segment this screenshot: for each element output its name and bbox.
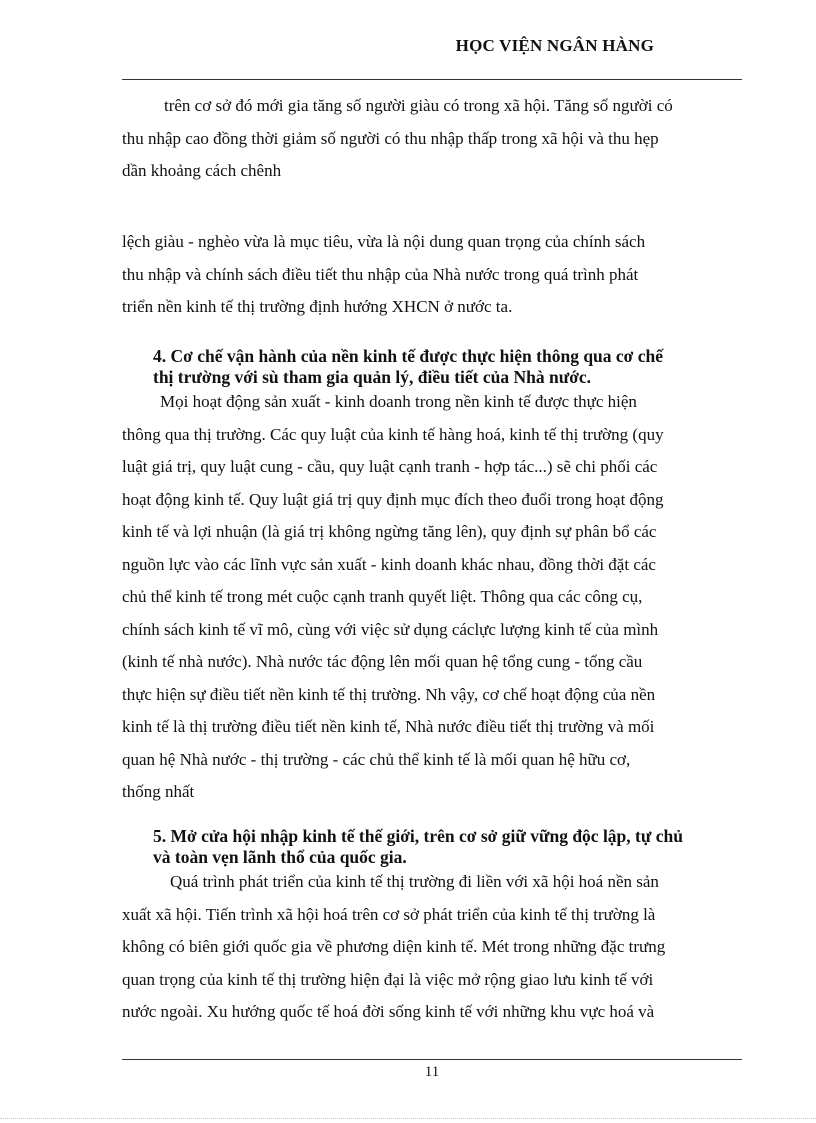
text-line: luật giá trị, quy luật cung - cầu, quy luật cạnh tranh - hợp tác...) sẽ chi phối các (122, 457, 658, 476)
text-line: dần khoảng cách chênh (122, 161, 282, 180)
text-line: kinh tế là thị trường điều tiết nền kinh tế, Nhà nước điều tiết thị trường và mối (122, 717, 655, 736)
heading-line: 4. Cơ chế vận hành của nền kinh tế được thực hiện thông qua cơ chế (153, 346, 664, 366)
text-line: (kinh tế nhà nước). Nhà nước tác động lên mối quan hệ tổng cung - tổng cầu (122, 652, 643, 671)
text-line: triển nền kinh tế thị trường định hướng XHCN ở nước ta. (122, 297, 513, 316)
footer-divider (122, 1059, 742, 1060)
text-line: hoạt động kinh tế. Quy luật giá trị quy định mục đích theo đuổi trong hoạt động (122, 489, 664, 509)
text-line: quan hệ Nhà nước - thị trường - các chủ thể kinh tế là mối quan hệ hữu cơ, (122, 749, 631, 769)
paragraph-1 (122, 90, 740, 188)
text-line: trên cơ sở đó mới gia tăng số người giàu có trong xã hội. Tăng số người có (164, 96, 673, 115)
text-line: quan trọng của kinh tế thị trường hiện đại là việc mở rộng giao lưu kinh tế với (122, 969, 654, 989)
text-line: thông qua thị trường. Các quy luật của kinh tế hàng hoá, kinh tế thị trường (quy (122, 424, 664, 444)
text-line: nguồn lực vào các lĩnh vực sản xuất - kinh doanh khác nhau, đồng thời đặt các (122, 554, 656, 574)
paragraph-3 (122, 386, 740, 809)
paragraph-4 (122, 866, 740, 1029)
text-line: thực hiện sự điều tiết nền kinh tế thị trường. Nh vậy, cơ chế hoạt động của nền (122, 684, 656, 704)
header-title: HỌC VIỆN NGÂN HÀNG (455, 36, 654, 55)
text-line: chính sách kinh tế vĩ mô, cùng với việc sử dụng cáclực lượng kinh tế của mình (122, 619, 659, 639)
section-heading-5 (153, 826, 753, 868)
text-line: thống nhất (122, 782, 195, 801)
heading-line: 5. Mở cửa hội nhập kinh tế thế giới, trên cơ sở giữ vững độc lập, tự chủ (153, 826, 683, 846)
text-line: lệch giàu - nghèo vừa là mục tiêu, vừa là nội dung quan trọng của chính sách (122, 232, 646, 251)
text-line: thu nhập và chính sách điều tiết thu nhập của Nhà nước trong quá trình phát (122, 264, 639, 284)
text-line: chủ thể kinh tế trong mét cuộc cạnh tranh quyết liệt. Thông qua các công cụ, (122, 587, 643, 606)
text-line: Mọi hoạt động sản xuất - kinh doanh trong nền kinh tế được thực hiện (160, 392, 637, 411)
page-number: 11 (424, 1064, 440, 1080)
page-edge-divider (0, 1118, 816, 1119)
heading-line: thị trường với sù tham gia quản lý, điều tiết của Nhà nước. (153, 367, 592, 387)
header-divider (122, 79, 742, 80)
heading-line: và toàn vẹn lãnh thổ của quốc gia. (153, 847, 407, 867)
text-line: nước ngoài. Xu hướng quốc tế hoá đời sống kinh tế với những khu vực hoá và (122, 1002, 655, 1021)
text-line: xuất xã hội. Tiến trình xã hội hoá trên cơ sở phát triển của kinh tế thị trường là (122, 904, 656, 924)
paragraph-2 (122, 226, 740, 324)
text-line: Quá trình phát triển của kinh tế thị trường đi liền với xã hội hoá nền sản (170, 872, 659, 891)
text-line: không có biên giới quốc gia về phương diện kinh tế. Mét trong những đặc trưng (122, 937, 666, 956)
section-heading-4 (153, 346, 753, 388)
text-line: kinh tế và lợi nhuận (là giá trị không ngừng tăng lên), quy định sự phân bổ các (122, 522, 657, 541)
text-line: thu nhập cao đồng thời giảm số người có thu nhập thấp trong xã hội và thu hẹp (122, 128, 659, 148)
